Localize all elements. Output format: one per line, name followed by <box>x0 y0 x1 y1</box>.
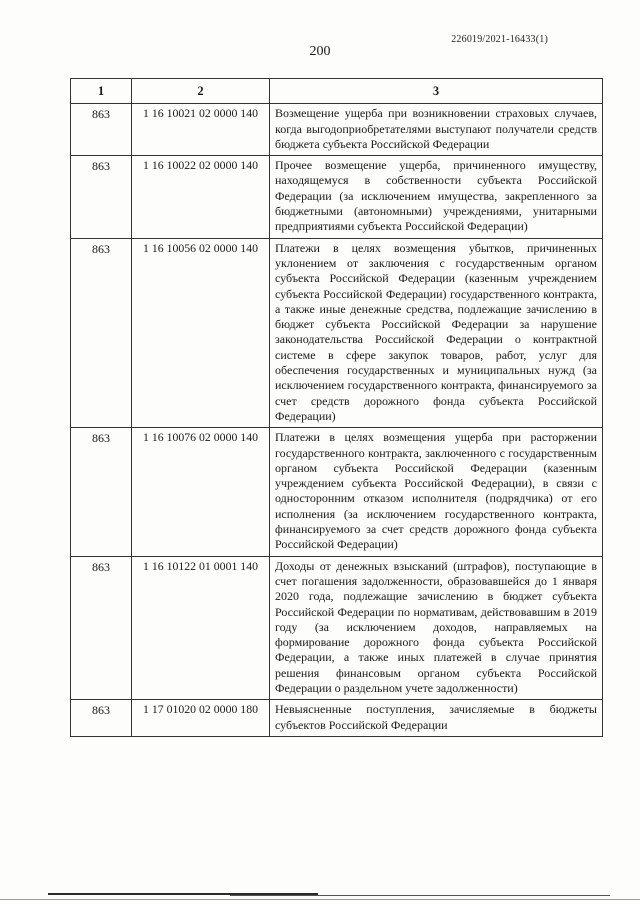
revenue-description-cell: Доходы от денежных взысканий (штрафов), поступающие в счет погашения задолженности, образовавшейся до 1 января 2020 года, подлежащие зачислению в бюджет субъекта Российской Федерации по нормативам, действовавшим в 2019 году (за исключением доходов, направляемых на формирование дорожного фонда субъекта Российской Федерации, а также иных платежей в случае принятия решения финансовым органом субъекта Российской Федерации о раздельном учете задолженности) <box>270 556 603 700</box>
budget-classification-code-cell: 1 16 10022 02 0000 140 <box>132 156 270 238</box>
table-row <box>71 156 603 238</box>
administrator-code-cell: 863 <box>71 700 132 737</box>
revenue-description-cell: Платежи в целях возмещения ущерба при расторжении государственного контракта, заключенного с государственным органом субъекта Российской Федерации (казенным учреждением субъекта Российской Федерации), в связи с односторонним отказом исполнителя (подрядчика) от его исполнения (за исключением государственного контракта, финансируемого за счет средств дорожного фонда субъекта Российской Федерации) <box>270 428 603 556</box>
table-row <box>71 104 603 156</box>
scan-edge-line <box>230 895 610 896</box>
scan-edge-line <box>0 899 640 900</box>
page-number: 200 <box>309 44 331 59</box>
revenue-description-cell: Возмещение ущерба при возникновении страховых случаев, когда выгодоприобретателями выступают получатели средств бюджета субъекта Российской Федерации <box>270 104 603 156</box>
administrator-code-cell: 863 <box>71 238 132 428</box>
administrator-code-cell: 863 <box>71 156 132 238</box>
budget-classification-code-cell: 1 16 10021 02 0000 140 <box>132 104 270 156</box>
table-row <box>71 238 603 428</box>
revenue-description-cell: Прочее возмещение ущерба, причиненного имуществу, находящемуся в собственности субъекта Российской Федерации (за исключением имущества, закрепленного за бюджетными (автономными) учреждениями, унитарными предприятиями субъекта Российской Федерации) <box>270 156 603 238</box>
column-header-2: 2 <box>132 79 270 104</box>
column-header-3: 3 <box>270 79 603 104</box>
revenue-description-cell: Платежи в целях возмещения убытков, причиненных уклонением от заключения с государственным органом субъекта Российской Федерации (казенным учреждением субъекта Российской Федерации) государственного контракта, а также иные денежные средства, подлежащие зачислению в бюджет субъекта Российской Федерации за нарушение законодательства Российской Федерации о контрактной системе в сфере закупок товаров, работ, услуг для обеспечения государственных и муниципальных нужд (за исключением государственного контракта, финансируемого за счет средств дорожного фонда субъекта Российской Федерации) <box>270 238 603 428</box>
table-row <box>71 556 603 700</box>
administrator-code-cell: 863 <box>71 428 132 556</box>
table-row <box>71 700 603 737</box>
budget-classification-code-cell: 1 17 01020 02 0000 180 <box>132 700 270 737</box>
budget-classification-code-cell: 1 16 10122 01 0001 140 <box>132 556 270 700</box>
column-header-1: 1 <box>71 79 132 104</box>
revenue-description-cell: Невыясненные поступления, зачисляемые в бюджеты субъектов Российской Федерации <box>270 700 603 737</box>
budget-classification-code-cell: 1 16 10056 02 0000 140 <box>132 238 270 428</box>
document-registration-number: 226019/2021-16433(1) <box>451 34 548 45</box>
table-row <box>71 428 603 556</box>
revenue-classification-table <box>70 78 603 737</box>
administrator-code-cell: 863 <box>71 556 132 700</box>
table-header-row <box>71 79 603 104</box>
budget-classification-code-cell: 1 16 10076 02 0000 140 <box>132 428 270 556</box>
administrator-code-cell: 863 <box>71 104 132 156</box>
